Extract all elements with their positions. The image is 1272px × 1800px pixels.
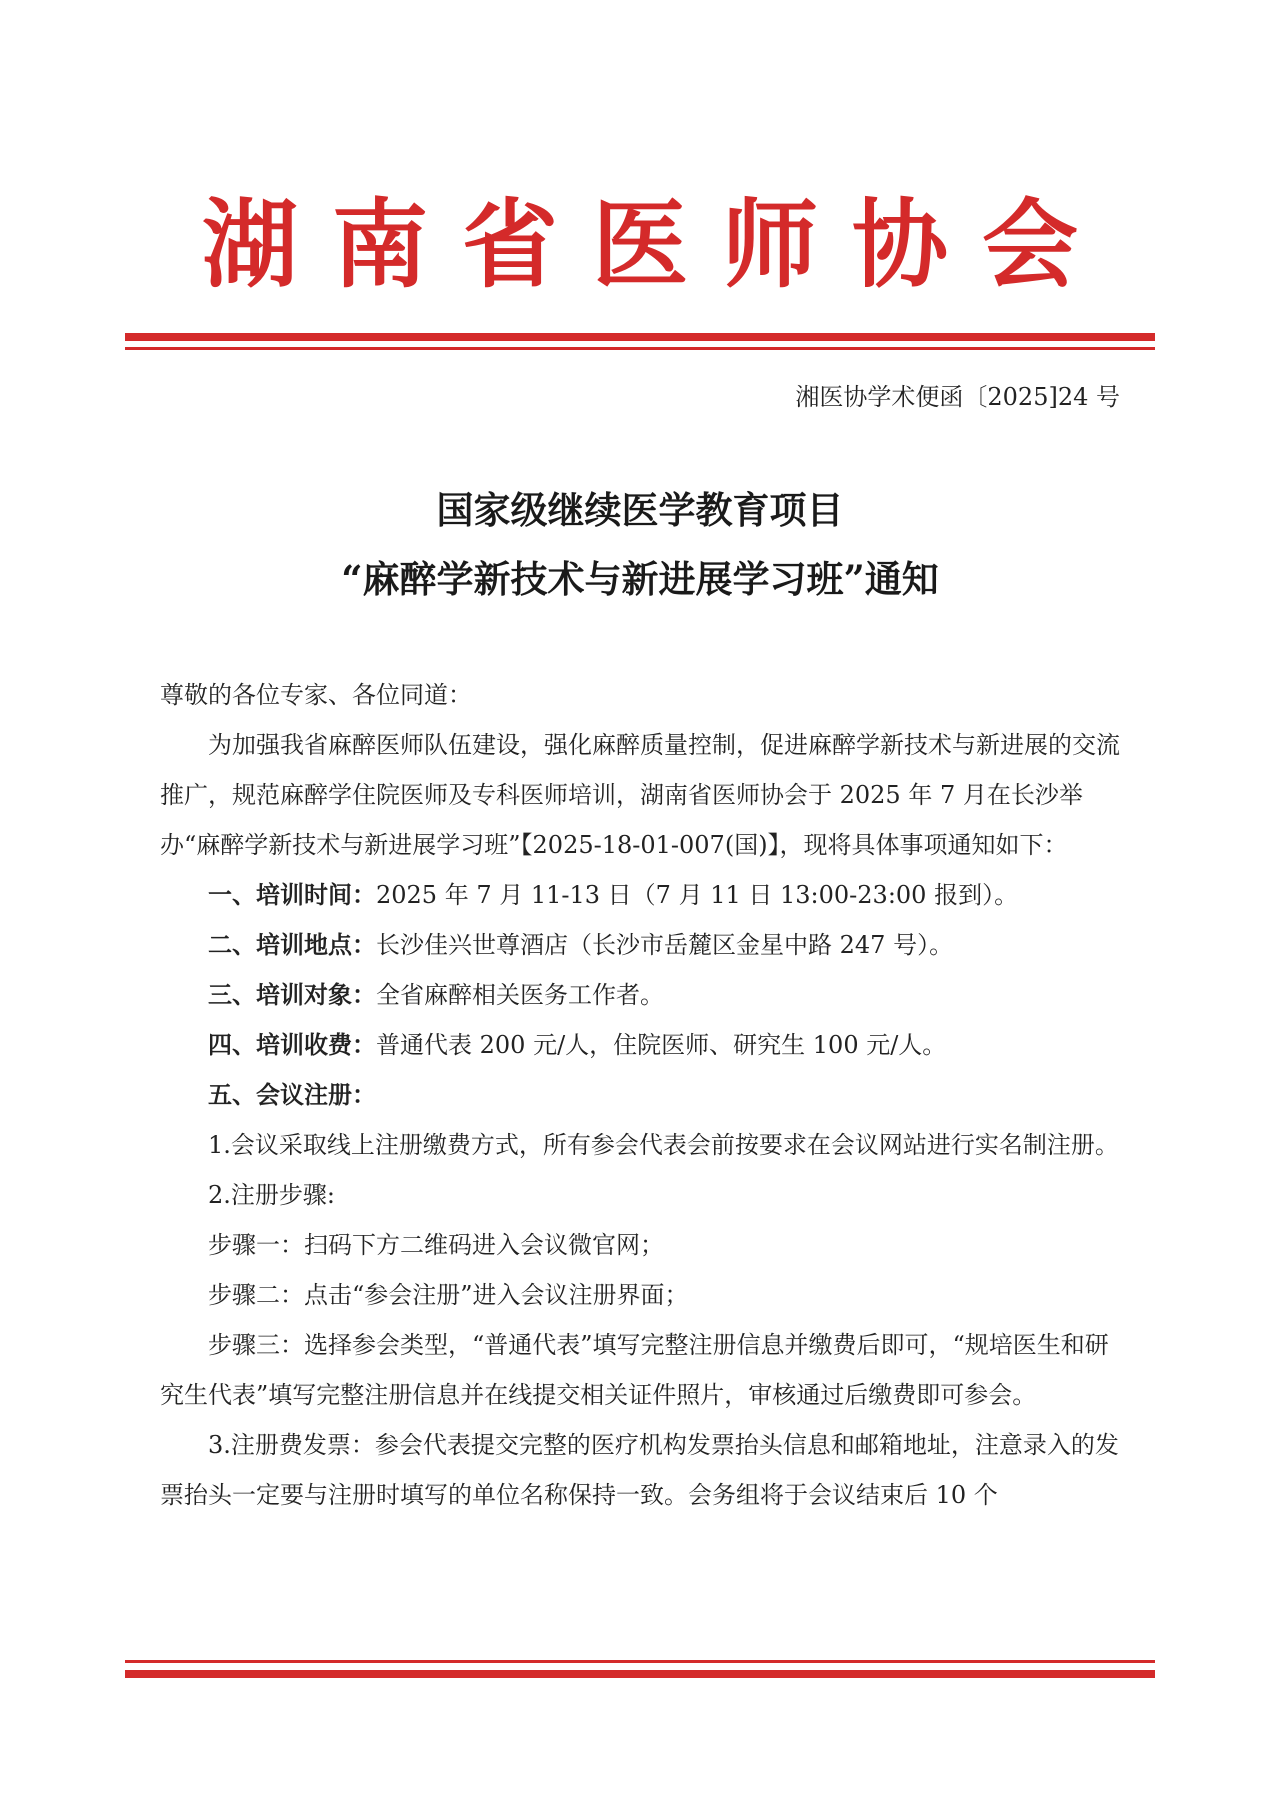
item-head: 四、培训收费： xyxy=(208,1030,376,1059)
intro-paragraph: 为加强我省麻醉医师队伍建设，强化麻醉质量控制，促进麻醉学新技术与新进展的交流推广，规范麻醉学住院医师及专科医师培训，湖南省医师协会于 2025 年 7 月在长沙举办“麻醉学新技术与新进展学习班”【2025-18-01-007(国)】，现将具体事项通知如下： xyxy=(160,731,1120,859)
header-rule-thin xyxy=(125,347,1155,350)
item-training-time xyxy=(160,870,1120,920)
organization-title: 湖南省医师协会 xyxy=(202,188,1112,301)
item-training-location xyxy=(160,920,1120,970)
item-head: 二、培训地点： xyxy=(208,930,376,959)
document-title-line2: “麻醉学新技术与新进展学习班”通知 xyxy=(341,557,939,601)
registration-point-2: 2.注册步骤: xyxy=(208,1181,335,1209)
item-training-audience xyxy=(160,970,1120,1020)
item-text: 2025 年 7 月 11-13 日（7 月 11 日 13:00-23:00 报到）。 xyxy=(376,881,1019,909)
item-head: 五、会议注册： xyxy=(208,1080,376,1109)
item-text: 全省麻醉相关医务工作者。 xyxy=(376,981,664,1009)
document-body xyxy=(160,670,1120,1520)
registration-point-1: 1.会议采取线上注册缴费方式，所有参会代表会前按要求在会议网站进行实名制注册。 xyxy=(208,1131,1119,1159)
footer-rule-thick xyxy=(125,1670,1155,1678)
item-registration xyxy=(160,1070,1120,1120)
header-rule-thick xyxy=(125,333,1155,341)
footer-rule-thin xyxy=(125,1660,1155,1663)
registration-step-2: 步骤二：点击“参会注册”进入会议注册界面； xyxy=(208,1281,689,1309)
item-training-fee xyxy=(160,1020,1120,1070)
item-head: 三、培训对象： xyxy=(208,980,376,1009)
item-head: 一、培训时间： xyxy=(208,880,376,909)
item-text: 普通代表 200 元/人，住院医师、研究生 100 元/人。 xyxy=(376,1031,947,1059)
salutation: 尊敬的各位专家、各位同道： xyxy=(160,681,472,709)
document-number: 湘医协学术便函〔2025]24 号 xyxy=(795,383,1120,411)
registration-step-1: 步骤一：扫码下方二维码进入会议微官网； xyxy=(208,1231,664,1259)
item-text: 长沙佳兴世尊酒店（长沙市岳麓区金星中路 247 号）。 xyxy=(376,931,954,959)
registration-point-3: 3.注册费发票：参会代表提交完整的医疗机构发票抬头信息和邮箱地址，注意录入的发票抬头一定要与注册时填写的单位名称保持一致。会务组将于会议结束后 10 个 xyxy=(160,1431,1119,1509)
registration-step-3: 步骤三：选择参会类型，“普通代表”填写完整注册信息并缴费后即可，“规培医生和研究生代表”填写完整注册信息并在线提交相关证件照片，审核通过后缴费即可参会。 xyxy=(160,1331,1109,1409)
document-title-line1: 国家级继续医学教育项目 xyxy=(436,488,844,532)
